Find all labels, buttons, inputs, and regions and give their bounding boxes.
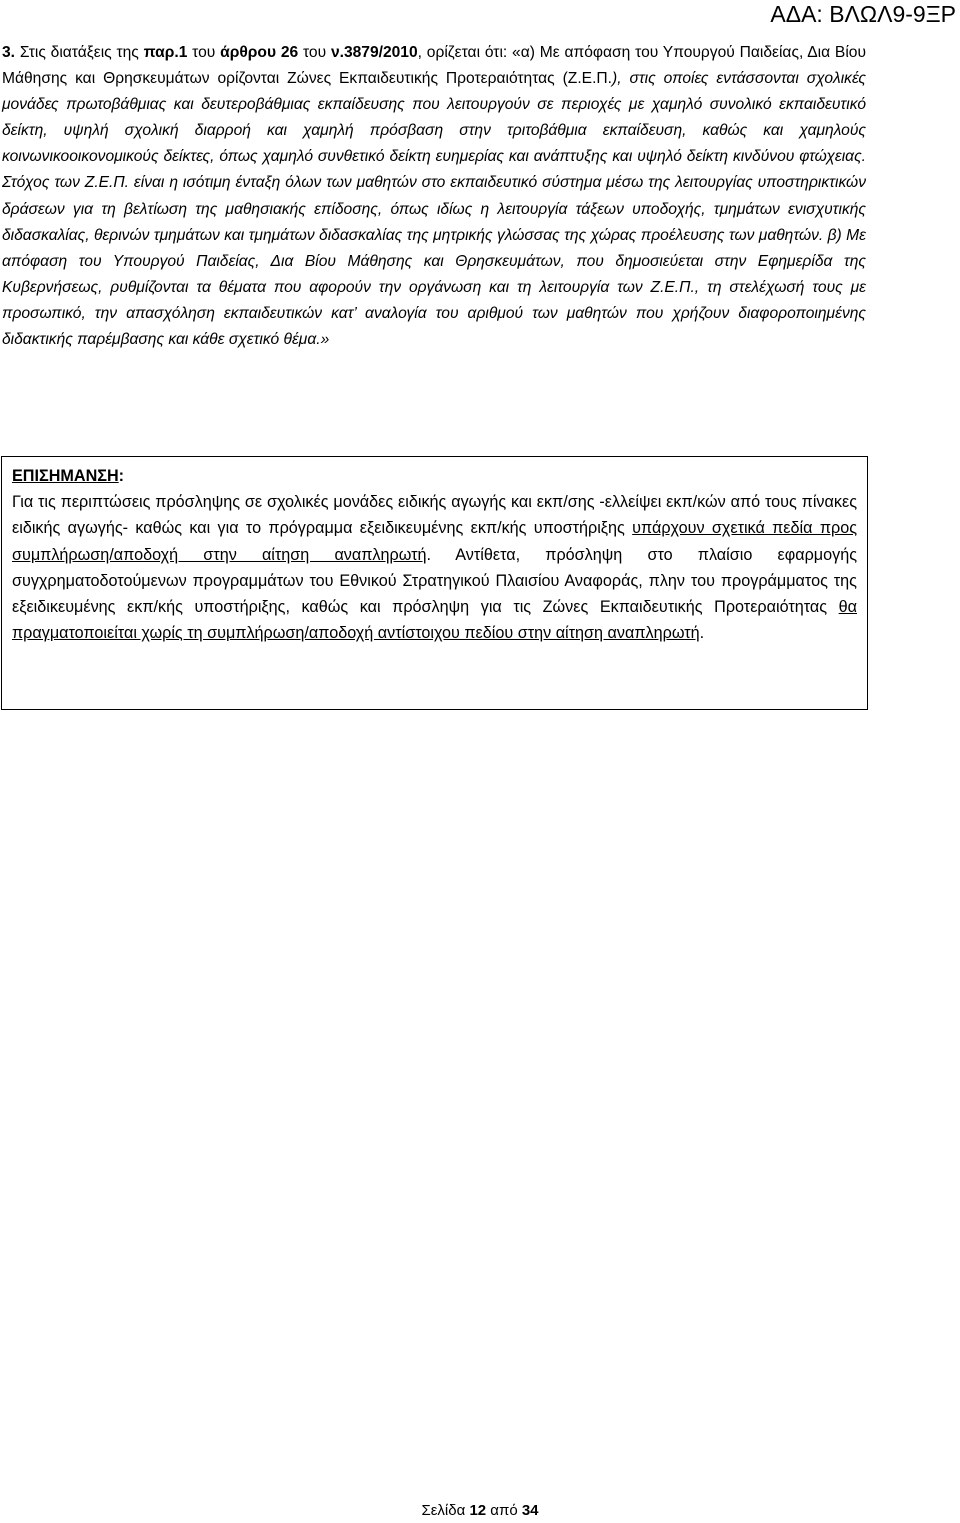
paragraph-italic-text: ), στις οποίες εντάσσονται σχολικές μονάδες πρωτοβάθμιας και δευτεροβάθμιας εκπαίδευσης που λειτουργούν σε περιοχές με χαμηλό συνολικό εκπαιδευτικό δείκτη, υψηλή σχολική διαρροή και χαμηλή πρόσβαση στην τριτοβάθμια εκπαίδευση, καθώς και χαμηλούς κοινωνικοοικονομικούς δείκτες, όπως χαμηλό συνθετικό δείκτη ευημερίας και ανάπτυξης και υψηλό δείκτη κινδύνου φτώχειας. Στόχος των Ζ.Ε.Π. είναι η ισότιμη ένταξη όλων των μαθητών στο εκπαιδευτικό σύστημα μέσω της λειτουργίας υποστηρικτικών δράσεων για τη βελτίωση της μαθησιακής επίδοσης, όπως ιδίως η λειτουργία τάξεων υποδοχής, τμημάτων ενισχυτικής διδασκαλίας, θερινών τμημάτων και τμημάτων διδασκαλίας της μητρικής γλώσσας της χώρας προέλευσης των μαθητών. β) Με απόφαση του Υπουργού Παιδείας, Δια Βίου Μάθησης και Θρησκευμάτων, που δημοσιεύεται στην Εφημερίδα της Κυβερνήσεως, ρυθμίζονται τα θέματα που αφορούν την οργάνωση και τη λειτουργία των Ζ.Ε.Π., τη στελέχωσή τους με προσωπικό, την απασχόληση εκπαιδευτικών κατ’ αναλογία του αριθμού των μαθητών που χρήζουν διαφοροποιημένης διδακτικής παρέμβασης και κάθε σχετικό θέμα.» bbox=[2, 70, 866, 349]
paragraph-ref-par: παρ.1 bbox=[143, 44, 188, 61]
ada-code: ΑΔΑ: ΒΛΩΛ9-9ΞΡ bbox=[770, 1, 956, 27]
paragraph-text-4: , ορίζεται ότι: «α) Με απόφαση του Υπουργού Παιδείας, Δια Βίου Μάθησης και Θρησκευμάτων ορίζονται Ζώνες Εκπαιδευτικής Προτεραιότητας (Ζ.Ε.Π. bbox=[2, 44, 866, 88]
article-paragraph bbox=[2, 40, 866, 353]
paragraph-text-1: Στις διατάξεις της bbox=[15, 44, 144, 61]
notice-body bbox=[12, 489, 857, 646]
paragraph-text-2: του bbox=[187, 44, 221, 61]
footer-total-pages: 34 bbox=[521, 1502, 539, 1519]
footer-middle: από bbox=[486, 1502, 522, 1519]
paragraph-ref-article: άρθρου 26 bbox=[220, 44, 299, 61]
notice-title: ΕΠΙΣΗΜΑΝΣΗ bbox=[12, 467, 119, 485]
paragraph-ref-law: ν.3879/2010 bbox=[330, 44, 418, 61]
notice-text-1: Για τις περιπτώσεις πρόσληψης σε σχολικές μονάδες ειδικής αγωγής και εκπ/σης -ελλείψει εκπ/κών από τους πίνακες ειδικής αγωγής- καθώς και για το πρόγραμμα εξειδικευμένης εκπ/κής υποστήριξης bbox=[12, 493, 857, 538]
notice-box bbox=[1, 456, 868, 710]
paragraph-text-3: του bbox=[298, 44, 331, 61]
notice-text-2: . Αντίθετα, πρόσληψη στο πλαίσιο εφαρμογής συγχρηματοδοτούμενων προγραμμάτων του Εθνικού Στρατηγικού Πλαισίου Αναφοράς, πλην του προγράμματος της εξειδικευμένης εκπ/κής υποστήριξης, καθώς και πρόσληψη για τις Ζώνες Εκπαιδευτικής Προτεραιότητας bbox=[12, 545, 858, 617]
notice-title-colon: : bbox=[118, 467, 125, 485]
page-footer bbox=[0, 1502, 960, 1519]
footer-page-number: 12 bbox=[469, 1502, 487, 1519]
notice-underlined-2: θα πραγματοποιείται χωρίς τη συμπλήρωση/αποδοχή αντίστοιχου πεδίου στην αίτηση αναπληρωτή bbox=[12, 598, 857, 643]
footer-prefix: Σελίδα bbox=[421, 1502, 470, 1519]
paragraph-number: 3. bbox=[2, 44, 16, 61]
notice-title-line bbox=[12, 463, 857, 489]
notice-text-3: . bbox=[699, 624, 705, 643]
notice-underlined-1: υπάρχουν σχετικά πεδία προς συμπλήρωση/αποδοχή στην αίτηση αναπληρωτή bbox=[12, 519, 857, 564]
